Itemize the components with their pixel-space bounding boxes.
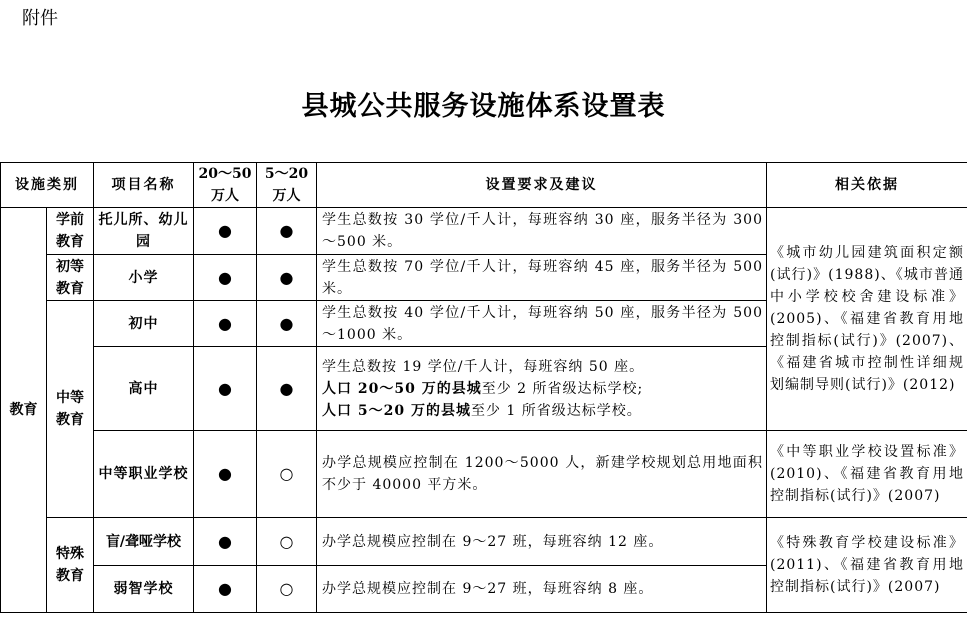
facility-table [0, 162, 967, 613]
mark-filled: ● [194, 347, 257, 431]
header-item: 项目名称 [94, 163, 194, 208]
item-primary: 小学 [94, 255, 194, 301]
requirement-text: 学生总数按 30 学位/千人计，每班容纳 30 座，服务半径为 300～500 米。 [317, 208, 767, 255]
mark-hollow: ○ [257, 566, 317, 613]
table-row [1, 518, 967, 566]
item-junior: 初中 [94, 301, 194, 347]
mark-filled: ● [257, 208, 317, 255]
subcategory-preschool: 学前教育 [47, 208, 94, 255]
header-requirements: 设置要求及建议 [317, 163, 767, 208]
header-category: 设施类别 [1, 163, 94, 208]
mark-filled: ● [194, 208, 257, 255]
requirement-bold: 人口 5～20 万的县城 [322, 402, 471, 419]
mark-filled: ● [257, 347, 317, 431]
mark-filled: ● [257, 255, 317, 301]
mark-filled: ● [194, 518, 257, 566]
basis-vocational: 《中等职业学校设置标准》(2010)、《福建省教育用地控制指标(试行)》(2007) [767, 431, 967, 518]
page-title: 县城公共服务设施体系设置表 [301, 91, 666, 122]
mark-filled: ● [194, 301, 257, 347]
basis-special: 《特殊教育学校建设标准》(2011)、《福建省教育用地控制指标(试行)》(2007) [767, 518, 967, 613]
item-senior: 高中 [94, 347, 194, 431]
header-pop-5-20 [257, 163, 317, 208]
mark-filled: ● [194, 255, 257, 301]
item-disabled: 弱智学校 [94, 566, 194, 613]
header-pop-20-50-line1: 20～50 [198, 166, 252, 182]
header-pop-5-20-line1: 5～20 [264, 166, 309, 182]
subcategory-special: 特殊教育 [47, 518, 94, 613]
header-basis: 相关依据 [767, 163, 967, 208]
basis-basic: 《城市幼儿园建筑面积定额(试行)》(1988)、《城市普通中小学校校舍建设标准》(2005)、《福建省教育用地控制指标(试行)》(2007)、《福建省城市控制性详细规划编制导则(试行)》(2012) [767, 208, 967, 431]
mark-hollow: ○ [257, 431, 317, 518]
requirement-rest: 至少 2 所省级达标学校; [481, 380, 644, 397]
requirement-text: 办学总规模应控制在 1200～5000 人，新建学校规划总用地面积不少于 40000 平方米。 [317, 431, 767, 518]
table-row [1, 431, 967, 518]
category-education: 教育 [1, 208, 47, 613]
mark-filled: ● [257, 301, 317, 347]
requirement-rest: 至少 1 所省级达标学校。 [470, 402, 642, 419]
requirement-line [322, 400, 763, 422]
mark-filled: ● [194, 431, 257, 518]
requirement-text: 学生总数按 40 学位/千人计，每班容纳 50 座，服务半径为 500～1000 米。 [317, 301, 767, 347]
header-pop-20-50-line2: 万人 [211, 188, 239, 204]
item-blind-deaf: 盲/聋哑学校 [94, 518, 194, 566]
requirement-line [322, 378, 763, 400]
requirement-text [317, 347, 767, 431]
mark-filled: ● [194, 566, 257, 613]
header-row [1, 163, 967, 208]
subcategory-primary: 初等教育 [47, 255, 94, 301]
requirement-text: 办学总规模应控制在 9～27 班，每班容纳 12 座。 [317, 518, 767, 566]
mark-hollow: ○ [257, 518, 317, 566]
item-vocational: 中等职业学校 [94, 431, 194, 518]
item-kindergarten: 托儿所、幼儿园 [94, 208, 194, 255]
requirement-line: 学生总数按 19 学位/千人计，每班容纳 50 座。 [322, 358, 645, 375]
requirement-text: 办学总规模应控制在 9～27 班，每班容纳 8 座。 [317, 566, 767, 613]
requirement-text: 学生总数按 70 学位/千人计，每班容纳 45 座，服务半径为 500 米。 [317, 255, 767, 301]
header-pop-20-50 [194, 163, 257, 208]
attachment-label: 附件 [22, 8, 58, 29]
header-pop-5-20-line2: 万人 [272, 188, 301, 204]
table-row [1, 208, 967, 255]
requirement-bold: 人口 20～50 万的县城 [322, 380, 482, 397]
subcategory-secondary: 中等教育 [47, 301, 94, 518]
